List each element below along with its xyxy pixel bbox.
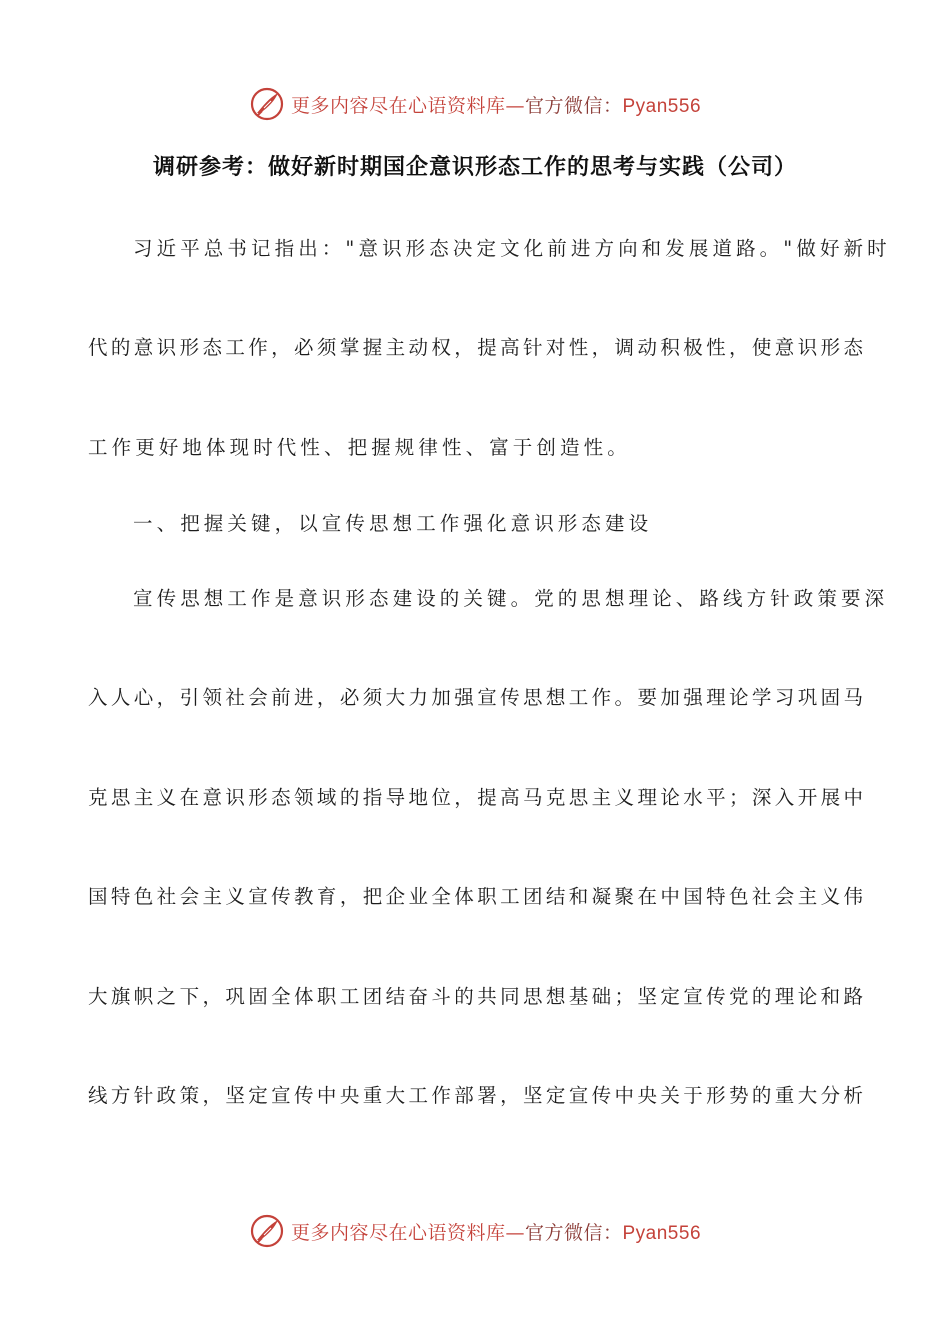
paragraph-line: 入人心，引领社会前进，必须大力加强宣传思想工作。要加强理论学习巩固马 [88,686,863,709]
paragraph-line: 工作更好地体现时代性、把握规律性、富于创造性。 [88,436,631,459]
paragraph-line: 线方针政策，坚定宣传中央重大工作部署，坚定宣传中央关于形势的重大分析 [88,1084,863,1107]
quill-logo-icon [249,86,285,122]
quill-logo-icon [249,1213,285,1249]
paragraph-line: 克思主义在意识形态领域的指导地位，提高马克思主义理论水平；深入开展中 [88,786,863,809]
paragraph-line: 代的意识形态工作，必须掌握主动权，提高针对性，调动积极性，使意识形态 [88,336,863,359]
paragraph-line: 习近平总书记指出："意识形态决定文化前进方向和发展道路。"做好新时 [133,237,891,260]
paragraph-line: 宣传思想工作是意识形态建设的关键。党的思想理论、路线方针政策要深 [133,587,889,610]
document-title: 调研参考：做好新时期国企意识形态工作的思考与实践（公司） [152,155,797,180]
paragraph-line: 大旗帜之下，巩固全体职工团结奋斗的共同思想基础；坚定宣传党的理论和路 [88,985,863,1008]
banner-text: 更多内容尽在心语资料库—官方微信：Pyan556 [290,94,702,117]
paragraph-line: 国特色社会主义宣传教育，把企业全体职工团结和凝聚在中国特色社会主义伟 [88,885,863,908]
section-heading: 一、把握关键，以宣传思想工作强化意识形态建设 [133,512,653,535]
banner-text: 更多内容尽在心语资料库—官方微信：Pyan556 [290,1221,702,1244]
header-banner [0,82,950,126]
footer-banner [0,1209,950,1253]
